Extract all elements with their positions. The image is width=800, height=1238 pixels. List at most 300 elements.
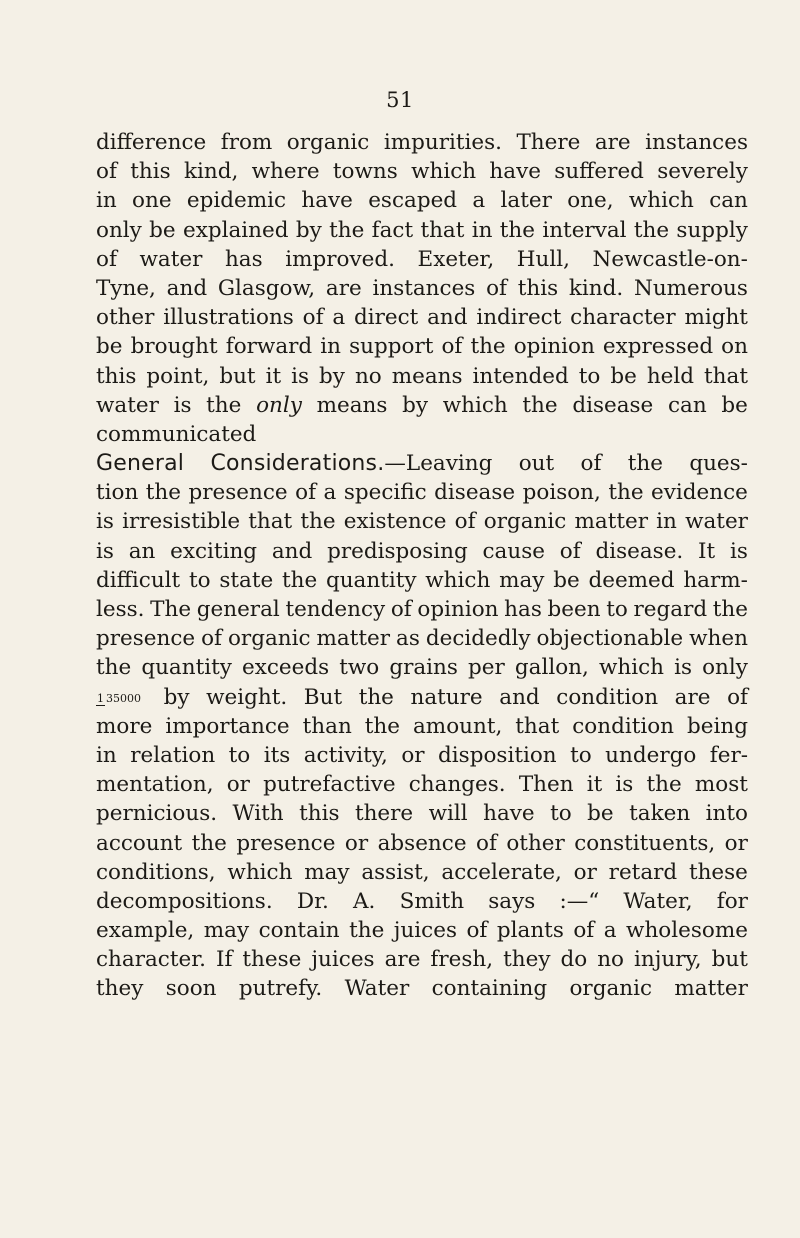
word: With (232, 801, 284, 827)
word: are (325, 275, 362, 301)
word: will (428, 801, 468, 827)
word: exceeds (241, 655, 330, 681)
word: the (206, 392, 242, 418)
word: difficult (96, 567, 181, 593)
word: its (263, 742, 291, 768)
word: kind. (568, 275, 624, 301)
word: means (316, 392, 388, 418)
word: illustrations (163, 305, 294, 331)
word: a (603, 918, 617, 944)
word: are (384, 947, 421, 973)
word: from (220, 130, 273, 155)
word: the (96, 655, 132, 681)
word: the (470, 334, 506, 360)
word: epidemic (186, 188, 287, 214)
word: in (96, 742, 117, 768)
word: are (674, 684, 711, 710)
word: are (594, 130, 631, 155)
word: in (96, 188, 117, 214)
text-line (96, 624, 748, 653)
body-text (96, 128, 748, 1004)
word: There (516, 130, 581, 155)
word: by (319, 363, 345, 389)
word: be (553, 567, 580, 593)
text-line (96, 770, 748, 799)
word: Dr. (296, 888, 329, 914)
text-line (96, 332, 748, 361)
word: the (627, 451, 663, 477)
word: instances (645, 130, 748, 155)
word: the (499, 217, 535, 243)
word: have (301, 188, 353, 214)
word: point, (146, 363, 210, 389)
word: be (610, 363, 637, 389)
word: cause (482, 538, 545, 564)
word: character (570, 305, 676, 331)
word: Then (518, 772, 574, 798)
word: that (420, 217, 465, 243)
word: Water (344, 976, 410, 1002)
word: has (224, 246, 263, 272)
word: is (615, 772, 634, 798)
word: they (96, 976, 144, 1002)
word: other (96, 305, 155, 331)
word: containing (431, 976, 548, 1002)
word: for (716, 888, 748, 914)
text-line (96, 887, 748, 916)
word: putrefy. (238, 976, 323, 1002)
word: explained (182, 217, 289, 243)
word: the (633, 217, 670, 243)
word: of (727, 684, 748, 710)
word: If (215, 947, 233, 973)
text-line (96, 653, 748, 682)
word: the (349, 918, 385, 944)
word: disease (434, 480, 516, 506)
word: of (295, 480, 317, 506)
word: these (242, 947, 302, 973)
word: escaped (368, 188, 458, 214)
page-number: 51 (386, 88, 414, 112)
word: exciting (170, 538, 258, 564)
word: Newcastle-on- (592, 246, 748, 272)
word: support (349, 334, 434, 360)
word: fresh, (430, 947, 494, 973)
text-line (96, 303, 748, 332)
fraction (96, 693, 142, 704)
word: general (196, 597, 280, 622)
word: has (504, 597, 542, 622)
word: example, (96, 918, 195, 944)
word: the (522, 392, 558, 418)
word: quantity (325, 567, 417, 593)
word: one, (567, 188, 614, 214)
word: injury, (633, 947, 702, 973)
word: no (354, 363, 382, 389)
word: have (483, 801, 535, 827)
word: or (724, 830, 748, 856)
word: to (550, 801, 572, 827)
word: organic (286, 130, 370, 155)
word: most (694, 772, 748, 798)
word: being (687, 713, 748, 739)
word: pernicious. (96, 801, 218, 827)
word: be (721, 392, 748, 418)
word: opinion (513, 334, 595, 360)
word: activity, (303, 742, 388, 768)
word: it (586, 772, 603, 798)
word: matter (574, 509, 648, 535)
word: kind, (183, 159, 239, 185)
word: which (598, 655, 664, 681)
word: of (466, 918, 488, 944)
word: a (323, 480, 337, 506)
word: more (96, 713, 153, 739)
word: this (299, 801, 340, 827)
text-line (96, 712, 748, 741)
word: importance (165, 713, 290, 739)
word: assist, (361, 859, 430, 885)
word: mentation, (96, 772, 214, 798)
word: nature (410, 684, 483, 710)
text-line (96, 186, 748, 215)
word: which (442, 392, 508, 418)
word: weight. (206, 684, 288, 710)
text-line (96, 945, 748, 974)
word: be (96, 334, 123, 360)
word: indirect (476, 305, 562, 331)
word: accelerate, (441, 859, 562, 885)
word: opinion (417, 597, 499, 622)
word: retard (608, 859, 678, 885)
word: and (499, 684, 540, 710)
word: irresistible (122, 509, 241, 535)
word: evidence (651, 480, 748, 506)
word: by (295, 217, 322, 243)
text-line (96, 245, 748, 274)
word: The (150, 597, 192, 622)
word: it (265, 363, 282, 389)
word: ques- (689, 451, 748, 477)
word: of (486, 275, 507, 301)
word: of (302, 305, 324, 331)
word: in (656, 509, 677, 535)
word: the (358, 684, 394, 710)
word: Glasgow, (217, 275, 316, 301)
word: character. (96, 947, 206, 973)
word: which (411, 159, 477, 185)
word: wholesome (626, 918, 748, 944)
word: brought (130, 334, 218, 360)
fraction-numerator: 1 (97, 691, 104, 705)
text-line (96, 537, 748, 566)
word: but (711, 947, 748, 973)
word: of (454, 509, 476, 535)
text-line (96, 362, 748, 391)
word: objectionable (536, 626, 684, 652)
word: when (689, 626, 748, 652)
word: difference (96, 130, 207, 155)
text-line (96, 216, 748, 245)
word: predisposing (327, 538, 468, 564)
word: an (128, 538, 156, 564)
word: quantity (141, 655, 232, 681)
text-line (96, 391, 748, 420)
word: Tyne, (96, 275, 156, 301)
word: per (468, 655, 505, 681)
word: means (391, 363, 463, 389)
word: specific (343, 480, 427, 506)
word: interval (542, 217, 627, 243)
word: of (476, 830, 497, 856)
word: towns (332, 159, 398, 185)
word: the (608, 480, 644, 506)
word: the (646, 772, 682, 798)
word: Exeter, (417, 246, 495, 272)
word: the (712, 597, 748, 622)
word: or (573, 859, 597, 885)
word: no (597, 947, 624, 973)
text-line (96, 420, 748, 449)
word: a (332, 305, 346, 331)
emphasis-word: only (256, 392, 302, 418)
text-line (96, 478, 748, 507)
word: to (570, 742, 592, 768)
text-line (96, 595, 748, 624)
word: decidedly (425, 626, 531, 652)
word: be (149, 217, 176, 243)
word: is (291, 363, 310, 389)
word: organic (483, 509, 567, 535)
word: tendency (285, 597, 386, 622)
word: plants (496, 918, 564, 944)
word: instances (372, 275, 476, 301)
word: harm- (683, 567, 748, 593)
word: presence (96, 626, 196, 652)
word: held (646, 363, 695, 389)
word: account (96, 830, 183, 856)
word: or (226, 772, 250, 798)
word: be (587, 801, 614, 827)
word: than (302, 713, 352, 739)
word: changes. (408, 772, 506, 798)
word: state (219, 567, 274, 593)
word: supply (676, 217, 748, 243)
word: relation (130, 742, 216, 768)
word: this (130, 159, 171, 185)
word: juices (311, 947, 375, 973)
word: fer- (709, 742, 748, 768)
word: but (219, 363, 256, 389)
word: can (667, 392, 707, 418)
word: is (674, 655, 692, 681)
word: tion (96, 480, 139, 506)
word: this (517, 275, 559, 301)
word: fact (371, 217, 414, 243)
word: deemed (588, 567, 675, 593)
word: regard (633, 597, 708, 622)
word: condition (572, 713, 675, 739)
word: water (96, 392, 159, 418)
text-line (96, 507, 748, 536)
word: the (145, 480, 182, 506)
word: that (248, 509, 293, 535)
word: other (506, 830, 565, 856)
word: is (96, 538, 114, 564)
text-line (96, 683, 748, 712)
word: a (472, 188, 486, 214)
word: grains (389, 655, 458, 681)
word: condition (556, 684, 659, 710)
word: matter (316, 626, 391, 652)
word: to (188, 567, 211, 593)
word: they (503, 947, 551, 973)
word: putrefactive (263, 772, 396, 798)
word: expressed (602, 334, 714, 360)
word: the (300, 509, 336, 535)
word: presence (188, 480, 288, 506)
word: absence (377, 830, 467, 856)
word: that (704, 363, 748, 389)
word: out (518, 451, 555, 477)
word: in (320, 334, 342, 360)
word: the (329, 217, 365, 243)
word: that (515, 713, 560, 739)
text-line (96, 974, 748, 1003)
word: and (427, 305, 468, 331)
word: organic (227, 626, 311, 652)
word: one (132, 188, 172, 214)
word: intended (472, 363, 569, 389)
word: impurities. (383, 130, 502, 155)
text-line (96, 916, 748, 945)
word: juices (393, 918, 457, 944)
word: do (560, 947, 588, 973)
word: undergo (605, 742, 697, 768)
word: two (339, 655, 380, 681)
word: the (281, 567, 318, 593)
word: been (547, 597, 601, 622)
text-line (96, 449, 748, 478)
text-line (96, 566, 748, 595)
word: taken (629, 801, 691, 827)
word: where (251, 159, 320, 185)
text-line (96, 274, 748, 303)
word: or (344, 830, 369, 856)
word: water (685, 509, 748, 535)
word: of (441, 334, 463, 360)
word: :—“ (559, 888, 600, 914)
word: which (628, 188, 694, 214)
word: soon (165, 976, 217, 1002)
word: improved. (285, 246, 395, 272)
word: decompositions. (96, 888, 273, 914)
word: only (702, 655, 748, 681)
text-line (96, 741, 748, 770)
word: of (96, 246, 117, 272)
word: disease. (595, 538, 684, 564)
word: the (364, 713, 400, 739)
text-line (96, 829, 748, 858)
word: may (203, 918, 250, 944)
text-line (96, 858, 748, 887)
word: is (173, 392, 192, 418)
word: can (709, 188, 748, 214)
word: by (402, 392, 429, 418)
word: less. (96, 597, 145, 622)
word: communicated (96, 421, 257, 447)
word: A. (353, 888, 376, 914)
word: amount, (412, 713, 503, 739)
word: presence (236, 830, 336, 856)
word: existence (343, 509, 447, 535)
word: later (500, 188, 552, 214)
word: to (228, 742, 251, 768)
word: by (163, 684, 190, 710)
word: of (559, 538, 581, 564)
fraction-denominator: 35000 (106, 691, 141, 705)
word: severely (657, 159, 748, 185)
word: gallon, (514, 655, 589, 681)
word: organic (569, 976, 653, 1002)
word: and (166, 275, 208, 301)
word: says (488, 888, 536, 914)
word: have (489, 159, 541, 185)
word: constituents, (574, 830, 716, 856)
section-heading-word: Considerations. (210, 451, 385, 477)
word: of (580, 451, 602, 477)
word: disposition (438, 742, 557, 768)
word: conditions, (96, 859, 216, 885)
word: of (96, 159, 117, 185)
word: Numerous (634, 275, 748, 301)
word: to (578, 363, 601, 389)
word: contain (258, 918, 340, 944)
word: Water, (623, 888, 693, 914)
text-line (96, 799, 748, 828)
word: there (354, 801, 414, 827)
word: of (573, 918, 595, 944)
word: on (721, 334, 748, 360)
word: into (705, 801, 748, 827)
section-heading-word: General (96, 451, 185, 477)
word: forward (225, 334, 313, 360)
word: this (96, 363, 137, 389)
word: direct (353, 305, 419, 331)
word: of (201, 626, 223, 652)
word: of (390, 597, 412, 622)
word: which (227, 859, 293, 885)
word: Smith (399, 888, 465, 914)
word: in (471, 217, 493, 243)
word: may (499, 567, 545, 593)
word: might (684, 305, 748, 331)
word: disease (572, 392, 654, 418)
word: or (401, 742, 425, 768)
word: may (304, 859, 350, 885)
word: as (396, 626, 420, 652)
word: which (425, 567, 491, 593)
word: Hull, (516, 246, 570, 272)
word: these (688, 859, 748, 885)
text-line (96, 157, 748, 186)
word: water (139, 246, 203, 272)
word: and (271, 538, 313, 564)
word: matter (674, 976, 748, 1002)
text-line (96, 128, 748, 157)
word: poison, (522, 480, 601, 506)
word: suffered (554, 159, 644, 185)
